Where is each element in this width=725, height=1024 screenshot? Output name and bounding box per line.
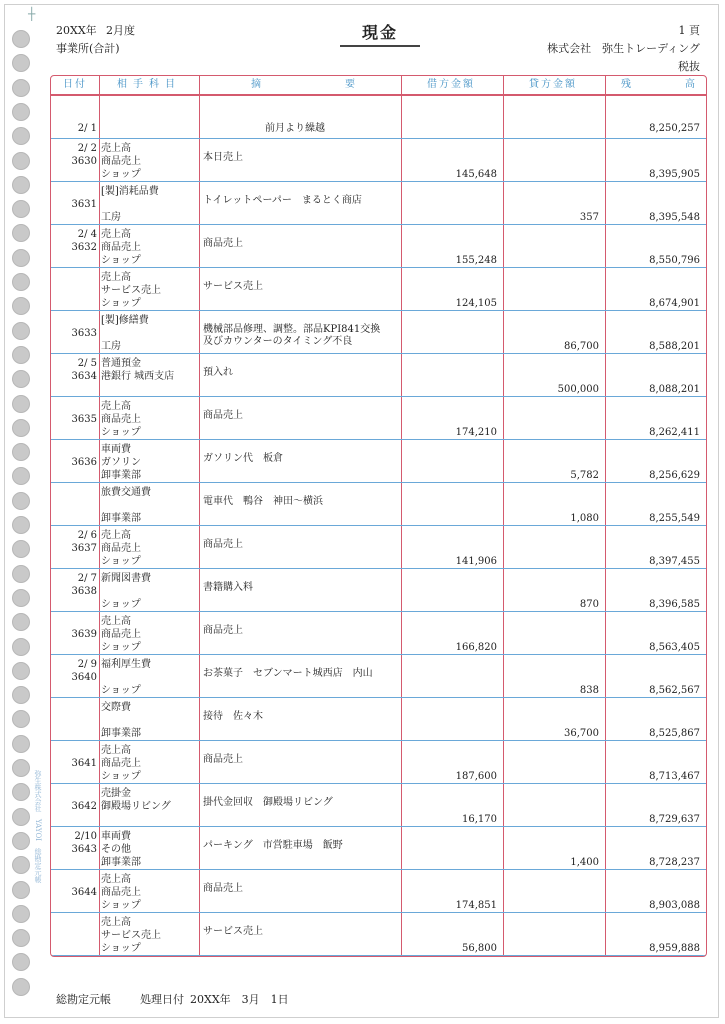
punch-hole: [12, 759, 30, 777]
debit-amount: 155,248: [455, 255, 497, 266]
balance-amount: 8,256,629: [649, 470, 700, 481]
debit-amount: 141,906: [455, 556, 497, 567]
department: ショップ: [101, 642, 141, 653]
account-name: 売上高: [101, 143, 131, 154]
col-balance-2: 高: [685, 79, 697, 90]
punch-hole: [12, 200, 30, 218]
balance-amount: 8,395,905: [649, 169, 700, 180]
debit-amount: 145,648: [455, 169, 497, 180]
page-number: 1 頁: [678, 24, 700, 37]
account-name: 新聞図書費: [101, 573, 151, 584]
col-account: 相手科目: [117, 79, 181, 90]
table-row: [51, 698, 706, 741]
account-name: [製]修繕費: [101, 315, 149, 326]
department: 工房: [101, 341, 121, 352]
punch-holes: [12, 30, 32, 990]
credit-amount: 357: [579, 212, 599, 223]
description: 商品売上: [203, 754, 243, 765]
description: 商品売上: [203, 625, 243, 636]
voucher-number: 3633: [71, 328, 97, 339]
balance-amount: 8,729,637: [649, 814, 700, 825]
sub-account: 商品売上: [101, 414, 141, 425]
registration-mark-icon: ┼: [28, 7, 36, 21]
debit-amount: 187,600: [455, 771, 497, 782]
voucher-number: 3644: [71, 887, 97, 898]
voucher-number: 3643: [71, 844, 97, 855]
description: お茶菓子 セブンマート城西店 内山: [203, 668, 373, 679]
printer-imprint: 弥生株式会社 YAYOI 総勘定元帳: [34, 770, 42, 883]
department: 卸事業部: [101, 857, 141, 868]
ledger-table: [50, 75, 707, 957]
office-label: 事業所(合計): [56, 42, 120, 55]
punch-hole: [12, 54, 30, 72]
account-name: 売上高: [101, 745, 131, 756]
account-name: 売上高: [101, 917, 131, 928]
description: 商品売上: [203, 539, 243, 550]
punch-hole: [12, 346, 30, 364]
punch-hole: [12, 589, 30, 607]
punch-hole: [12, 176, 30, 194]
balance-amount: 8,250,257: [649, 123, 700, 134]
table-row: [51, 354, 706, 397]
footer-book-name: 総勘定元帳: [56, 993, 111, 1006]
sub-account: 商品売上: [101, 887, 141, 898]
credit-amount: 1,400: [570, 857, 599, 868]
balance-amount: 8,959,888: [649, 943, 700, 954]
table-row: [51, 784, 706, 827]
description: ガソリン代 板倉: [203, 453, 283, 464]
sub-account: サービス売上: [101, 930, 161, 941]
description: 接待 佐々木: [203, 711, 263, 722]
debit-amount: 56,800: [462, 943, 497, 954]
punch-hole: [12, 127, 30, 145]
balance-amount: 8,397,455: [649, 556, 700, 567]
table-row: [51, 827, 706, 870]
sub-account: ガソリン: [101, 457, 141, 468]
credit-amount: 1,080: [570, 513, 599, 524]
table-row: [51, 741, 706, 784]
balance-amount: 8,903,088: [649, 900, 700, 911]
department: ショップ: [101, 255, 141, 266]
entry-date: 2/ 7: [77, 573, 97, 584]
description: トイレットペーパー まるとく商店: [203, 195, 362, 206]
voucher-number: 3635: [71, 414, 97, 425]
department: ショップ: [101, 771, 141, 782]
company-name: 株式会社 弥生トレーディング: [547, 42, 700, 55]
balance-amount: 8,550,796: [649, 255, 700, 266]
department: ショップ: [101, 298, 141, 309]
balance-amount: 8,713,467: [649, 771, 700, 782]
footer-processed-date: 20XX年 3月 1日: [190, 993, 289, 1006]
voucher-number: 3640: [71, 672, 97, 683]
period-month: 2月度: [106, 24, 135, 37]
entry-date: 2/ 5: [77, 358, 97, 369]
table-row: [51, 913, 706, 956]
sub-account: 商品売上: [101, 543, 141, 554]
punch-hole: [12, 613, 30, 631]
account-name: 売上高: [101, 272, 131, 283]
table-row: [51, 483, 706, 526]
tax-mode: 税抜: [678, 60, 700, 73]
voucher-number: 3638: [71, 586, 97, 597]
credit-amount: 500,000: [557, 384, 599, 395]
description: パーキング 市営駐車場 飯野: [203, 840, 343, 851]
description: 商品売上: [203, 883, 243, 894]
table-row: [51, 139, 706, 182]
sub-account: 御殿場リビング: [101, 801, 171, 812]
credit-amount: 838: [579, 685, 599, 696]
balance-amount: 8,588,201: [649, 341, 700, 352]
punch-hole: [12, 395, 30, 413]
table-row: [51, 526, 706, 569]
balance-amount: 8,563,405: [649, 642, 700, 653]
sub-account: サービス売上: [101, 285, 161, 296]
punch-hole: [12, 710, 30, 728]
table-row: [51, 655, 706, 698]
punch-hole: [12, 929, 30, 947]
period-year: 20XX年: [56, 24, 97, 37]
account-name: 普通預金: [101, 358, 141, 369]
voucher-number: 3639: [71, 629, 97, 640]
account-name: 売上高: [101, 616, 131, 627]
punch-hole: [12, 224, 30, 242]
debit-amount: 124,105: [455, 298, 497, 309]
col-debit: 借方金額: [427, 79, 475, 90]
punch-hole: [12, 370, 30, 388]
voucher-number: 3634: [71, 371, 97, 382]
description: 商品売上: [203, 410, 243, 421]
col-date: 日付: [63, 79, 87, 90]
punch-hole: [12, 516, 30, 534]
sub-account: 商品売上: [101, 629, 141, 640]
punch-hole: [12, 30, 30, 48]
description: 商品売上: [203, 238, 243, 249]
credit-amount: 5,782: [570, 470, 599, 481]
description: 書籍購入料: [203, 582, 253, 593]
account-name: 売掛金: [101, 788, 131, 799]
punch-hole: [12, 249, 30, 267]
punch-hole: [12, 881, 30, 899]
punch-hole: [12, 79, 30, 97]
entry-date: 2/ 6: [77, 530, 97, 541]
balance-amount: 8,255,549: [649, 513, 700, 524]
punch-hole: [12, 297, 30, 315]
account-name: 交際費: [101, 702, 131, 713]
entry-date: 2/ 1: [77, 123, 97, 134]
balance-amount: 8,396,585: [649, 599, 700, 610]
description: 電車代 鴨谷 神田～横浜: [203, 496, 323, 507]
table-row: [51, 225, 706, 268]
credit-amount: 36,700: [564, 728, 599, 739]
entry-date: 2/ 4: [77, 229, 97, 240]
entry-date: 2/ 2: [77, 143, 97, 154]
debit-amount: 16,170: [462, 814, 497, 825]
department: 工房: [101, 212, 121, 223]
description: 機械部品修理、調整。部品KPI841交換: [203, 324, 381, 335]
account-name: 売上高: [101, 401, 131, 412]
punch-hole: [12, 322, 30, 340]
department: ショップ: [101, 556, 141, 567]
account-name: 福利厚生費: [101, 659, 151, 670]
balance-amount: 8,562,567: [649, 685, 700, 696]
department: ショップ: [101, 599, 141, 610]
credit-amount: 86,700: [564, 341, 599, 352]
department: ショップ: [101, 427, 141, 438]
table-row: [51, 96, 706, 139]
sub-account: 商品売上: [101, 242, 141, 253]
department: ショップ: [101, 943, 141, 954]
punch-hole: [12, 783, 30, 801]
sub-account: その他: [101, 844, 131, 855]
description: 預入れ: [203, 367, 233, 378]
punch-hole: [12, 832, 30, 850]
balance-amount: 8,262,411: [649, 427, 700, 438]
col-balance-1: 残: [621, 79, 633, 90]
account-name: 車両費: [101, 444, 131, 455]
punch-hole: [12, 540, 30, 558]
description: サービス売上: [203, 281, 263, 292]
balance-amount: 8,395,548: [649, 212, 700, 223]
punch-hole: [12, 419, 30, 437]
department: 卸事業部: [101, 470, 141, 481]
punch-hole: [12, 103, 30, 121]
department: 卸事業部: [101, 513, 141, 524]
table-row: [51, 569, 706, 612]
description: 本日売上: [203, 152, 243, 163]
description: 掛代金回収 御殿場リビング: [203, 797, 333, 808]
table-row: [51, 311, 706, 354]
punch-hole: [12, 662, 30, 680]
punch-hole: [12, 492, 30, 510]
account-name: [製]消耗品費: [101, 186, 159, 197]
punch-hole: [12, 978, 30, 996]
sub-account: 商品売上: [101, 758, 141, 769]
account-name: 旅費交通費: [101, 487, 151, 498]
debit-amount: 166,820: [455, 642, 497, 653]
department: ショップ: [101, 169, 141, 180]
description-line-2: 及びカウンターのタイミング不良: [203, 336, 353, 347]
footer-processed-label: 処理日付: [140, 993, 184, 1006]
department: ショップ: [101, 900, 141, 911]
sub-account: 港銀行 城西支店: [101, 371, 175, 382]
col-description-1: 摘: [251, 79, 263, 90]
description: 前月より繰越: [265, 123, 325, 134]
account-name: 売上高: [101, 229, 131, 240]
sub-account: 商品売上: [101, 156, 141, 167]
punch-hole: [12, 565, 30, 583]
table-row: [51, 870, 706, 913]
table-row: [51, 182, 706, 225]
debit-amount: 174,210: [455, 427, 497, 438]
account-name: 売上高: [101, 530, 131, 541]
punch-hole: [12, 686, 30, 704]
voucher-number: 3637: [71, 543, 97, 554]
debit-amount: 174,851: [455, 900, 497, 911]
balance-amount: 8,674,901: [649, 298, 700, 309]
punch-hole: [12, 638, 30, 656]
table-row: [51, 612, 706, 655]
account-name: 売上高: [101, 874, 131, 885]
balance-amount: 8,088,201: [649, 384, 700, 395]
punch-hole: [12, 735, 30, 753]
punch-hole: [12, 467, 30, 485]
credit-amount: 870: [579, 599, 599, 610]
voucher-number: 3630: [71, 156, 97, 167]
voucher-number: 3631: [71, 199, 97, 210]
account-name: 車両費: [101, 831, 131, 842]
punch-hole: [12, 808, 30, 826]
col-description-2: 要: [345, 79, 357, 90]
voucher-number: 3642: [71, 801, 97, 812]
description: サービス売上: [203, 926, 263, 937]
voucher-number: 3636: [71, 457, 97, 468]
table-row: [51, 268, 706, 311]
punch-hole: [12, 856, 30, 874]
entry-date: 2/10: [74, 831, 97, 842]
department: 卸事業部: [101, 728, 141, 739]
voucher-number: 3632: [71, 242, 97, 253]
punch-hole: [12, 905, 30, 923]
punch-hole: [12, 953, 30, 971]
department: ショップ: [101, 685, 141, 696]
table-row: [51, 440, 706, 483]
punch-hole: [12, 443, 30, 461]
col-credit: 貸方金額: [529, 79, 577, 90]
voucher-number: 3641: [71, 758, 97, 769]
table-row: [51, 397, 706, 440]
balance-amount: 8,525,867: [649, 728, 700, 739]
punch-hole: [12, 273, 30, 291]
punch-hole: [12, 152, 30, 170]
entry-date: 2/ 9: [77, 659, 97, 670]
balance-amount: 8,728,237: [649, 857, 700, 868]
page-title: 現金: [340, 20, 420, 47]
